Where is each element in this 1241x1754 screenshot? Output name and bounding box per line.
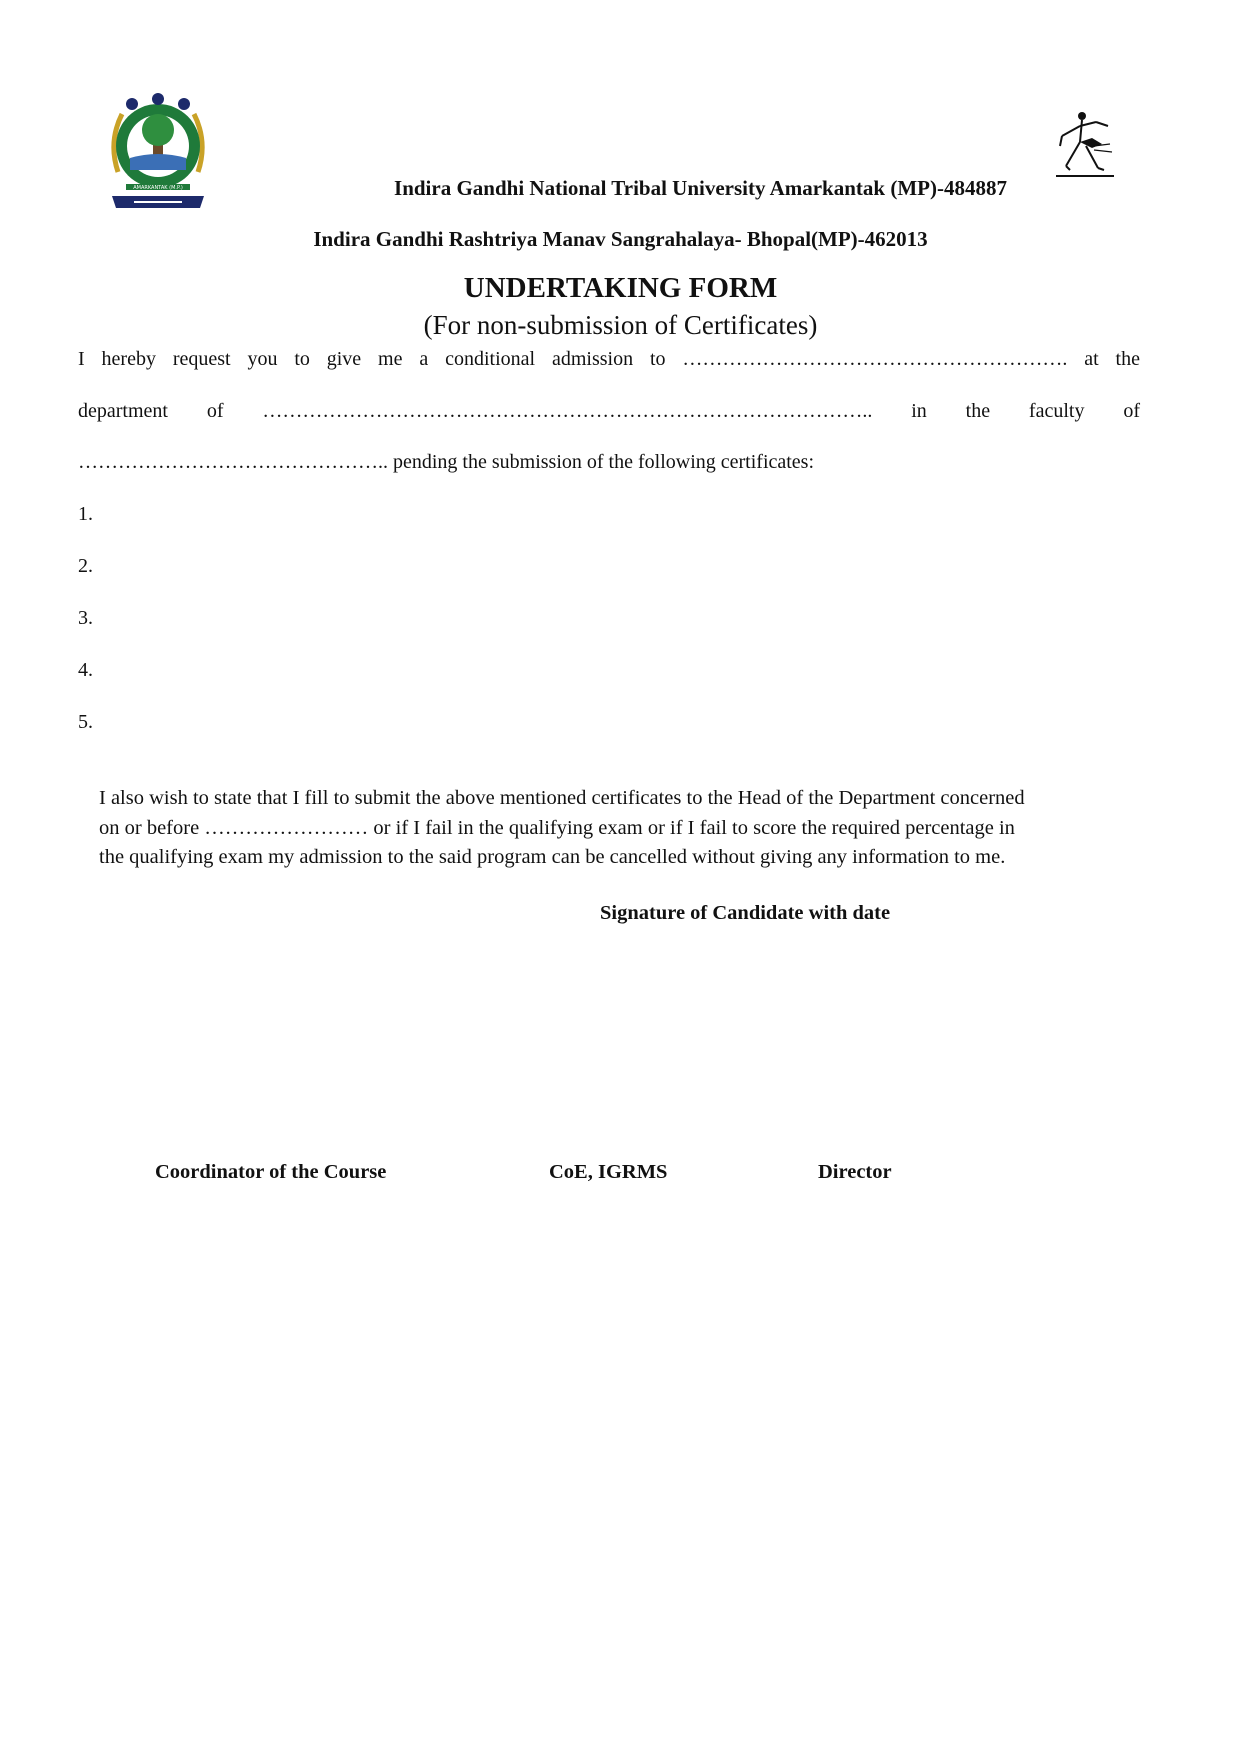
coe-label: CoE, IGRMS: [549, 1161, 668, 1183]
form-subtitle: (For non-submission of Certificates): [423, 310, 818, 340]
certificate-item: 4.: [78, 659, 93, 681]
coordinator-label: Coordinator of the Course: [155, 1161, 387, 1183]
university-name: Indira Gandhi National Tribal University Amarkantak (MP)-484887: [394, 176, 1007, 200]
request-line-3: ……………………………………….. pending the submission of the following certificates:: [78, 451, 815, 473]
request-line-2: department of ……………………………………………………………………………….. in the faculty of: [78, 400, 1140, 422]
svg-text:AMARKANTAK (M.P.): AMARKANTAK (M.P.): [133, 185, 183, 191]
statement-line: I also wish to state that I fill to submit the above mentioned certificates to the Head of the Department concerned: [99, 787, 1025, 809]
director-label: Director: [818, 1161, 892, 1183]
certificate-item: 5.: [78, 711, 93, 733]
certificate-item: 1.: [78, 503, 93, 525]
statement-line: on or before …………………… or if I fail in the qualifying exam or if I fail to score the required percentage in: [99, 816, 1015, 839]
statement-line: the qualifying exam my admission to the said program can be cancelled without giving any information to me.: [99, 846, 1006, 868]
certificate-item: 2.: [78, 555, 93, 577]
museum-name: Indira Gandhi Rashtriya Manav Sangrahalaya- Bhopal(MP)-462013: [313, 227, 928, 251]
certificate-item: 3.: [78, 607, 93, 629]
signature-label: Signature of Candidate with date: [600, 902, 891, 924]
form-title: UNDERTAKING FORM: [463, 272, 778, 304]
request-line-1: I hereby request you to give me a conditional admission to …………………………………………………. at the: [78, 348, 1140, 370]
statement-paragraph: [99, 784, 1119, 873]
